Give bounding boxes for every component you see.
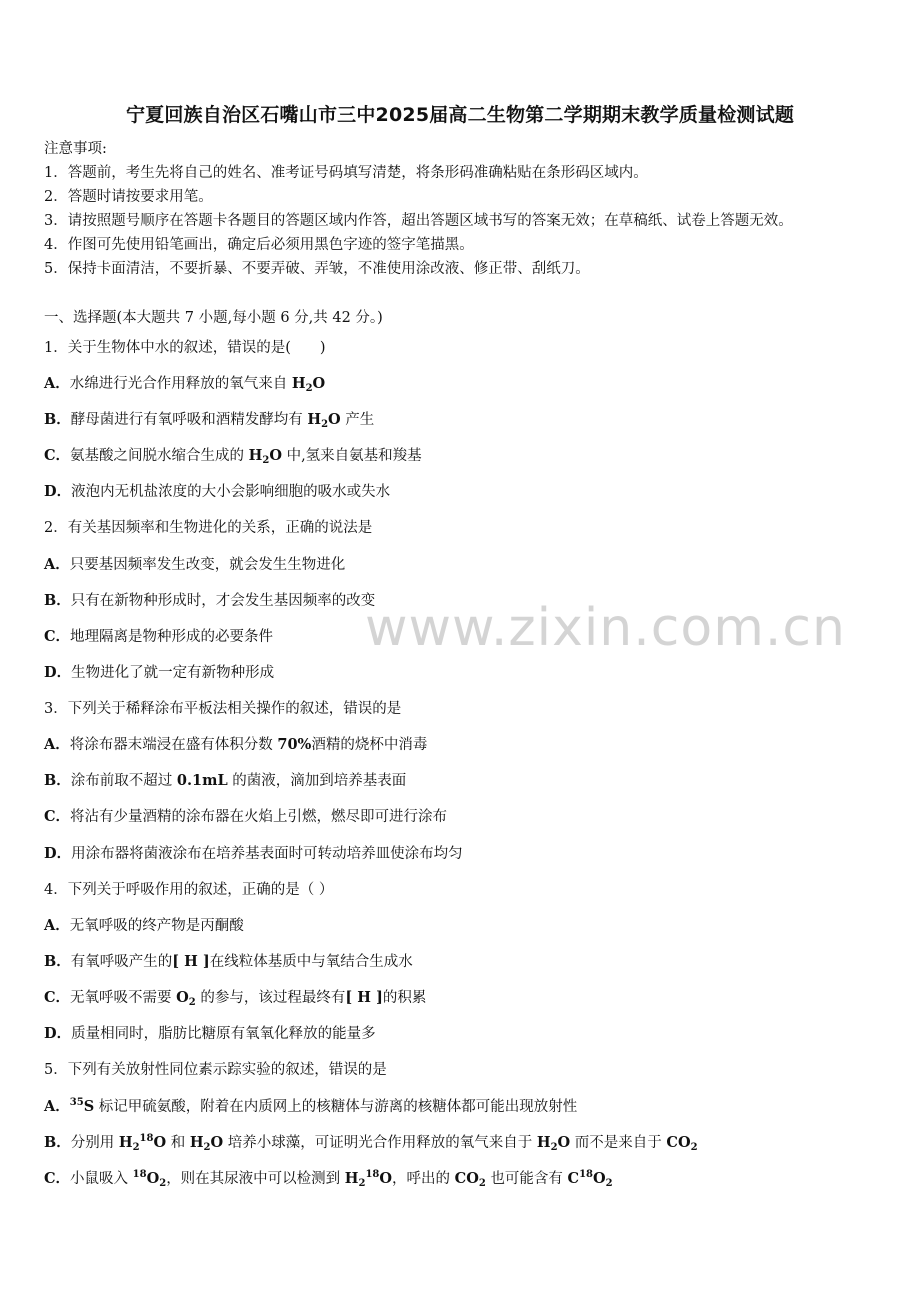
watermark: www.zixin.com.cn — [365, 598, 846, 658]
question-4-option-c: C．无氧呼吸不需要 $O_2$ 的参与，该过程最终有[ H ]的积累 — [44, 989, 427, 1008]
notice-item: 3．请按照题号顺序在答题卡各题目的答题区域内作答，超出答题区域书写的答案无效；在草稿纸、试卷上答题无效。 — [44, 213, 793, 229]
option-text: 只有在新物种形成时，才会发生基因频率的改变 — [70, 593, 376, 609]
question-5-option-c: C．小鼠吸入 $^{18}O_2$，则在其尿液中可以检测到 $H_2^{18}O$，呼出的 $CO_2$ 也可能含有 $C^{18}O_2$ — [44, 1169, 613, 1189]
section-heading: 一、选择题(本大题共 7 小题,每小题 6 分,共 42 分。) — [44, 310, 383, 326]
question-2-option-d: D．生物进化了就一定有新物种形成 — [44, 664, 275, 681]
option-text: 酵母菌进行有氧呼吸和酒精发酵均有 — [70, 412, 308, 428]
option-text: 产生 — [340, 412, 375, 428]
page-title: 宁夏回族自治区石嘴山市三中2025届高二生物第二学期期末教学质量检测试题 — [125, 104, 795, 126]
option-text: 液泡内无机盐浓度的大小会影响细胞的吸水或失水 — [71, 484, 391, 500]
question-1-option-b — [44, 410, 374, 430]
notice-item: 5．保持卡面清洁，不要折暴、不要弄破、弄皱，不准使用涂改液、修正带、刮纸刀。 — [44, 261, 590, 277]
question-3-option-b: B．涂布前取不超过 0.1mL 的菌液，滴加到培养基表面 — [44, 772, 407, 789]
formula-h2o: $H_2O$ — [307, 411, 341, 430]
notice-heading: 注意事项: — [44, 141, 107, 157]
formula-h2o: $H_2O$ — [189, 1134, 224, 1153]
option-text: 生物进化了就一定有新物种形成 — [71, 665, 275, 681]
formula-h2o: $H_2O$ — [291, 375, 326, 394]
option-text: 水绵进行光合作用释放的氧气来自 — [69, 376, 292, 392]
formula-co2: $CO_2$ — [666, 1134, 698, 1153]
option-label: C． — [44, 447, 71, 464]
question-3-stem: 3．下列关于稀释涂布平板法相关操作的叙述，错误的是 — [44, 701, 402, 717]
question-5-stem: 5．下列有关放射性同位素示踪实验的叙述，错误的是 — [44, 1062, 387, 1078]
question-1-option-a — [44, 374, 325, 394]
option-label: B． — [44, 411, 71, 428]
formula-co2: $CO_2$ — [454, 1170, 486, 1189]
notice-item: 1．答题前，考生先将自己的姓名、准考证号码填写清楚，将条形码准确粘贴在条形码区域内。 — [44, 165, 648, 181]
question-2-stem: 2．有关基因频率和生物进化的关系，正确的说法是 — [44, 520, 373, 536]
question-3-option-a: A．将涂布器末端浸在盛有体积分数 70%酒精的烧杯中消毒 — [44, 736, 428, 753]
option-label: D． — [44, 483, 72, 500]
formula-h2o: $H_2O$ — [536, 1134, 571, 1153]
formula-c18o2: $C^{18}O_2$ — [567, 1169, 613, 1189]
question-2-option-b: B．只有在新物种形成时，才会发生基因频率的改变 — [44, 592, 376, 609]
formula-h2o: $H_2O$ — [248, 447, 282, 466]
question-1-stem: 1．关于生物体中水的叙述，错误的是( ) — [44, 340, 326, 356]
isotope-35s: $^{35}$S — [69, 1097, 95, 1115]
question-5-option-b: B．分别用 $H_2^{18}O$ 和 $H_2O$ 培养小球藻，可证明光合作用释放的氧气来自于 $H_2O$ 而不是来自于 $CO_2$ — [44, 1133, 698, 1153]
question-2-option-c: C．地理隔离是物种形成的必要条件 — [44, 628, 274, 645]
notice-item: 4．作图可先使用铅笔画出，确定后必须用黑色字迹的签字笔描黑。 — [44, 237, 474, 253]
formula-h2-18o: $H_2^{18}O$ — [118, 1133, 167, 1153]
question-5-option-a: A．$^{35}$S 标记甲硫氨酸，附着在内质网上的核糖体与游离的核糖体都可能出现放射性 — [44, 1097, 578, 1115]
question-2-option-a: A．只要基因频率发生改变，就会发生生物进化 — [44, 556, 346, 573]
formula-h2-18o: $H_2^{18}O$ — [344, 1169, 393, 1189]
formula-18o2: $^{18}O_2$ — [132, 1169, 167, 1189]
option-text: 只要基因频率发生改变，就会发生生物进化 — [69, 557, 346, 573]
question-1-option-c — [44, 446, 422, 466]
option-text: 地理隔离是物种形成的必要条件 — [70, 629, 274, 645]
question-1-option-d — [44, 482, 390, 502]
question-3-option-d: D．用涂布器将菌液涂布在培养基表面时可转动培养皿使涂布均匀 — [44, 845, 463, 862]
option-text: 氨基酸之间脱水缩合生成的 — [70, 448, 249, 464]
option-text: 中,氢来自氨基和羧基 — [281, 448, 422, 464]
question-3-option-c: C．将沾有少量酒精的涂布器在火焰上引燃，燃尽即可进行涂布 — [44, 808, 448, 825]
question-4-option-a: A．无氧呼吸的终产物是丙酮酸 — [44, 917, 244, 934]
formula-o2: $O_2$ — [176, 989, 196, 1008]
question-4-option-b: B．有氧呼吸产生的[ H ]在线粒体基质中与氧结合生成水 — [44, 953, 413, 970]
notice-item: 2．答题时请按要求用笔。 — [44, 189, 213, 205]
option-label: A． — [44, 375, 70, 392]
question-4-option-d: D．质量相同时，脂肪比糖原有氧氧化释放的能量多 — [44, 1025, 376, 1042]
question-4-stem: 4．下列关于呼吸作用的叙述，正确的是（ ） — [44, 882, 334, 898]
